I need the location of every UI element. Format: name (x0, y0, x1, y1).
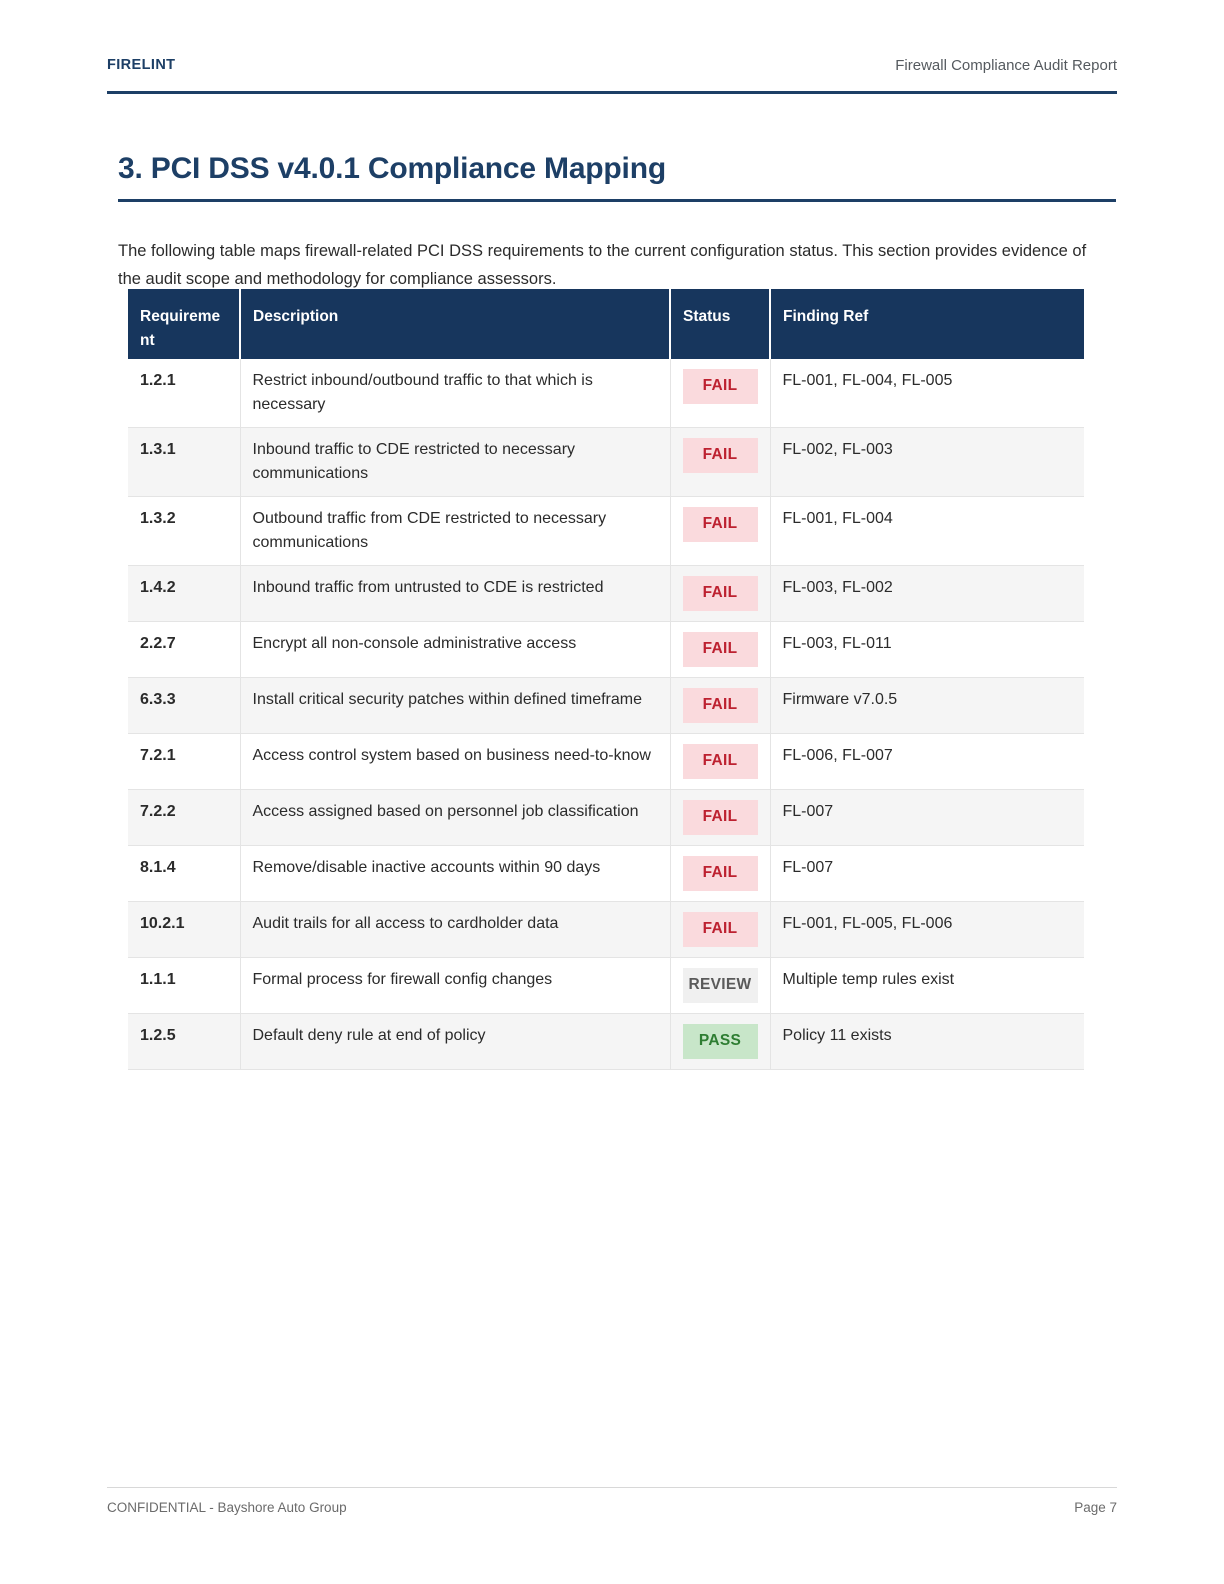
table-row (128, 1014, 1084, 1070)
table-row (128, 902, 1084, 958)
cell-status (670, 566, 770, 622)
column-header-description: Description (240, 289, 670, 359)
cell-requirement: 1.2.1 (128, 359, 240, 428)
title-divider (118, 199, 1116, 202)
status-badge: FAIL (683, 438, 758, 473)
cell-requirement: 1.4.2 (128, 566, 240, 622)
cell-finding-ref: FL-001, FL-004, FL-005 (770, 359, 1084, 428)
cell-description: Outbound traffic from CDE restricted to necessary communications (240, 497, 670, 566)
cell-status (670, 734, 770, 790)
cell-requirement: 1.3.1 (128, 428, 240, 497)
cell-requirement: 2.2.7 (128, 622, 240, 678)
cell-finding-ref: FL-001, FL-004 (770, 497, 1084, 566)
column-header-status: Status (670, 289, 770, 359)
status-badge: FAIL (683, 576, 758, 611)
cell-status (670, 359, 770, 428)
cell-status (670, 622, 770, 678)
cell-requirement: 7.2.2 (128, 790, 240, 846)
cell-finding-ref: FL-006, FL-007 (770, 734, 1084, 790)
cell-finding-ref: FL-002, FL-003 (770, 428, 1084, 497)
status-badge: FAIL (683, 912, 758, 947)
cell-description: Encrypt all non-console administrative access (240, 622, 670, 678)
section-intro-paragraph: The following table maps firewall-related PCI DSS requirements to the current configuration status. This section provides evidence of the audit scope and methodology for compliance assessors. (118, 241, 1087, 288)
cell-status (670, 1014, 770, 1070)
column-header-finding-ref: Finding Ref (770, 289, 1084, 359)
status-badge: FAIL (683, 800, 758, 835)
column-header-requirement: Requirement (128, 289, 240, 359)
cell-finding-ref: FL-003, FL-011 (770, 622, 1084, 678)
cell-description: Formal process for firewall config changes (240, 958, 670, 1014)
cell-description: Access assigned based on personnel job classification (240, 790, 670, 846)
cell-finding-ref: FL-007 (770, 790, 1084, 846)
cell-finding-ref: FL-007 (770, 846, 1084, 902)
table-row (128, 359, 1084, 428)
table-row (128, 958, 1084, 1014)
cell-description: Audit trails for all access to cardholder data (240, 902, 670, 958)
status-badge: FAIL (683, 856, 758, 891)
cell-finding-ref: FL-001, FL-005, FL-006 (770, 902, 1084, 958)
cell-finding-ref: Multiple temp rules exist (770, 958, 1084, 1014)
status-badge: FAIL (683, 369, 758, 404)
table-row (128, 678, 1084, 734)
table-row (128, 846, 1084, 902)
status-badge: FAIL (683, 744, 758, 779)
table-row (128, 428, 1084, 497)
status-badge: REVIEW (683, 968, 758, 1003)
cell-description: Install critical security patches within defined timeframe (240, 678, 670, 734)
cell-requirement: 6.3.3 (128, 678, 240, 734)
cell-status (670, 846, 770, 902)
document-running-header (107, 58, 1117, 94)
cell-description: Inbound traffic to CDE restricted to necessary communications (240, 428, 670, 497)
cell-description: Inbound traffic from untrusted to CDE is restricted (240, 566, 670, 622)
cell-description: Restrict inbound/outbound traffic to that which is necessary (240, 359, 670, 428)
cell-requirement: 1.2.5 (128, 1014, 240, 1070)
header-document-title: Firewall Compliance Audit Report (895, 57, 1117, 74)
table-body (128, 359, 1084, 1070)
cell-status (670, 790, 770, 846)
cell-requirement: 8.1.4 (128, 846, 240, 902)
status-badge: FAIL (683, 632, 758, 667)
table-row (128, 497, 1084, 566)
cell-requirement: 1.1.1 (128, 958, 240, 1014)
cell-requirement: 7.2.1 (128, 734, 240, 790)
table-header (128, 289, 1084, 359)
brand-logo-text: FIRELINT (107, 57, 176, 73)
table-row (128, 566, 1084, 622)
cell-requirement: 10.2.1 (128, 902, 240, 958)
compliance-mapping-table (128, 289, 1084, 1070)
cell-description: Access control system based on business need-to-know (240, 734, 670, 790)
page-title: 3. PCI DSS v4.0.1 Compliance Mapping (118, 152, 666, 186)
status-badge: FAIL (683, 507, 758, 542)
cell-finding-ref: FL-003, FL-002 (770, 566, 1084, 622)
cell-description: Default deny rule at end of policy (240, 1014, 670, 1070)
status-badge: FAIL (683, 688, 758, 723)
table-row (128, 734, 1084, 790)
cell-status (670, 902, 770, 958)
cell-description: Remove/disable inactive accounts within 90 days (240, 846, 670, 902)
cell-status (670, 958, 770, 1014)
cell-finding-ref: Policy 11 exists (770, 1014, 1084, 1070)
cell-requirement: 1.3.2 (128, 497, 240, 566)
document-footer (107, 1487, 1117, 1515)
compliance-mapping-table-container (128, 289, 1084, 1070)
footer-page-number: Page 7 (1074, 1500, 1117, 1515)
cell-status (670, 428, 770, 497)
table-row (128, 790, 1084, 846)
footer-confidentiality-notice: CONFIDENTIAL - Bayshore Auto Group (107, 1500, 347, 1515)
table-row (128, 622, 1084, 678)
cell-status (670, 678, 770, 734)
table-header-row (128, 289, 1084, 359)
cell-finding-ref: Firmware v7.0.5 (770, 678, 1084, 734)
cell-status (670, 497, 770, 566)
status-badge: PASS (683, 1024, 758, 1059)
